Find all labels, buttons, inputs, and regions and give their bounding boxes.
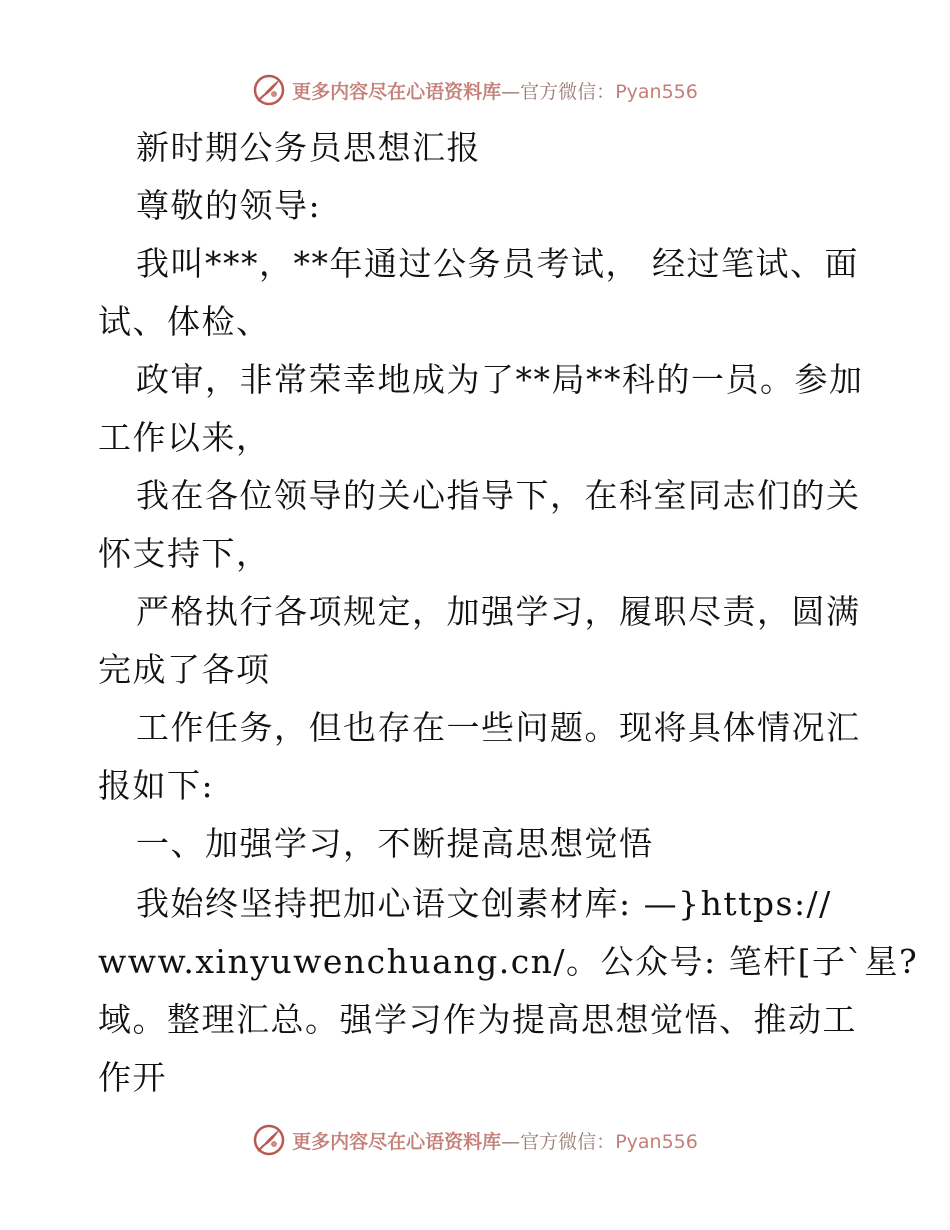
- watermark-brand: 更多内容尽在心语资料库: [292, 1130, 502, 1153]
- paragraph-line: 政审，非常荣幸地成为了**局**科的一员。参加: [136, 360, 864, 399]
- watermark-separator: —: [501, 80, 521, 103]
- section-heading: 一、加强学习，不断提高思想觉悟: [136, 824, 654, 863]
- watermark-brand: 更多内容尽在心语资料库: [292, 80, 502, 103]
- paragraph-line: 怀支持下，: [98, 534, 271, 573]
- paragraph-line: 报如下:: [98, 766, 215, 805]
- paragraph-line: www.xinyuwenchuang.cn/。公众号: 笔杆[子`星?: [98, 942, 919, 981]
- watermark-wechat-label: 官方微信：: [520, 1130, 616, 1153]
- paragraph-line: 我始终坚持把加心语文创素材库: —}https://: [136, 884, 832, 923]
- watermark-wechat-id: Pyan556: [615, 1130, 698, 1153]
- paragraph-line: 严格执行各项规定，加强学习，履职尽责，圆满: [136, 592, 861, 631]
- footer-watermark: [0, 1120, 950, 1160]
- paragraph-line: 我叫***，**年通过公务员考试， 经过笔试、面: [136, 244, 859, 283]
- paragraph-line: 域。整理汇总。强学习作为提高思想觉悟、推动工: [98, 1000, 857, 1039]
- watermark-text: [292, 1127, 698, 1154]
- paragraph-line: 工作以来，: [98, 418, 271, 457]
- watermark-wechat-label: 官方微信：: [520, 80, 616, 103]
- watermark-text: [292, 77, 698, 104]
- feather-seal-logo-icon: [252, 1123, 286, 1157]
- header-watermark: [0, 70, 950, 110]
- paragraph-line: 完成了各项: [98, 650, 271, 689]
- paragraph-line: 作开: [98, 1058, 167, 1097]
- paragraph-line: 工作任务，但也存在一些问题。现将具体情况汇: [136, 708, 861, 747]
- paragraph-line: 试、体检、: [98, 302, 271, 341]
- watermark-wechat-id: Pyan556: [615, 80, 698, 103]
- feather-seal-logo-icon: [252, 73, 286, 107]
- watermark-separator: —: [501, 1130, 521, 1153]
- document-title: 新时期公务员思想汇报: [136, 128, 481, 167]
- salutation: 尊敬的领导:: [136, 186, 322, 225]
- paragraph-line: 我在各位领导的关心指导下，在科室同志们的关: [136, 476, 861, 515]
